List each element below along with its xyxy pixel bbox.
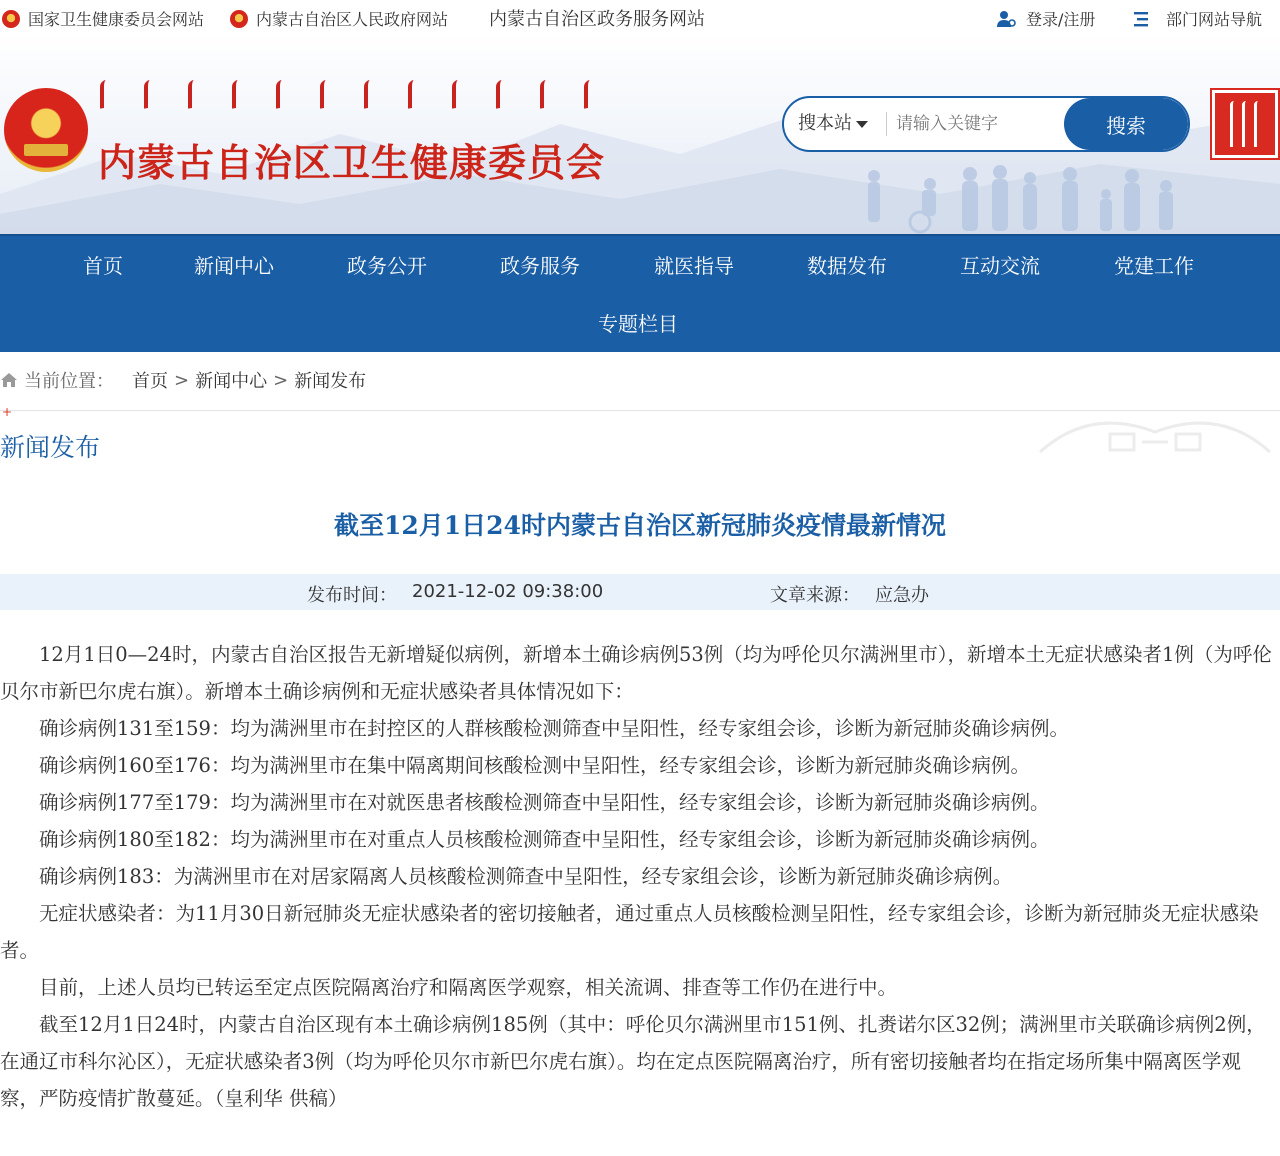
- breadcrumb-separator: >: [174, 369, 190, 391]
- search-divider: [886, 112, 887, 136]
- publish-time-label: 发布时间：: [307, 585, 397, 606]
- article-meta: [0, 574, 1280, 610]
- nav-item-data-release[interactable]: 数据发布: [807, 254, 887, 278]
- breadcrumb: [0, 362, 366, 398]
- national-emblem-logo: [4, 88, 88, 172]
- nav-item-gov-services[interactable]: 政务服务: [500, 254, 580, 278]
- paragraph: 无症状感染者：为11月30日新冠肺炎无症状感染者的密切接触者，通过重点人员核酸检测呈阳性，经专家组会诊，诊断为新冠肺炎无症状感染者。: [0, 902, 1259, 962]
- national-emblem-icon: [2, 10, 20, 28]
- nav-item-home[interactable]: 首页: [83, 254, 123, 278]
- paragraph: 确诊病例180至182：均为满洲里市在对重点人员核酸检测筛查中呈阳性，经专家组会诊，诊断为新冠肺炎确诊病例。: [39, 828, 1050, 851]
- nav-item-medical-guide[interactable]: 就医指导: [654, 254, 734, 278]
- paragraph: 12月1日0—24时，内蒙古自治区报告无新增疑似病例，新增本土确诊病例53例（均为呼伦贝尔满洲里市），新增本土无症状感染者1例（为呼伦贝尔市新巴尔虎右旗）。新增本土确诊病例和无症状感染者具体情况如下：: [0, 643, 1272, 703]
- main-nav: [0, 234, 1280, 352]
- nhc-link[interactable]: [2, 7, 204, 30]
- pattern-decoration: [1030, 412, 1280, 462]
- user-icon: [996, 10, 1016, 28]
- nav-item-news[interactable]: 新闻中心: [194, 254, 274, 278]
- nav-item-interaction[interactable]: 互动交流: [960, 254, 1040, 278]
- source-label: 文章来源：: [770, 585, 860, 606]
- dept-nav-label: 部门网站导航: [1166, 10, 1263, 29]
- paragraph: 截至12月1日24时，内蒙古自治区现有本土确诊病例185例（其中：呼伦贝尔满洲里市151例、扎赉诺尔区32例；满洲里市关联确诊病例2例，在通辽市科尔沁区），无症状感染者3例（均为呼伦贝尔市新巴尔虎右旗）。均在定点医院隔离治疗，所有密切接触者均在指定场所集中隔离医学观察，严防疫情扩散蔓延。（皇利华 供稿）: [0, 1013, 1266, 1110]
- gov-link-label: 内蒙古自治区人民政府网站: [256, 10, 449, 29]
- login-link[interactable]: [996, 7, 1095, 30]
- top-bar: [0, 0, 1280, 34]
- login-label: 登录/注册: [1026, 10, 1096, 29]
- service-link[interactable]: 内蒙古自治区政务服务网站: [489, 9, 705, 30]
- caret-down-icon: [856, 121, 868, 128]
- home-icon: [0, 372, 18, 388]
- search-bar: [782, 96, 1190, 152]
- breadcrumb-news-release[interactable]: 新闻发布: [294, 371, 367, 392]
- article-title: 截至12月1日24时内蒙古自治区新冠肺炎疫情最新情况: [334, 511, 946, 540]
- people-silhouette-decoration: [860, 164, 1220, 234]
- divider: [0, 410, 1280, 411]
- nav-item-gov-affairs[interactable]: 政务公开: [347, 254, 427, 278]
- paragraph: 确诊病例131至159：均为满洲里市在封控区的人群核酸检测筛查中呈阳性，经专家组会诊，诊断为新冠肺炎确诊病例。: [39, 717, 1069, 740]
- article-body: [0, 636, 1278, 1117]
- source-value: 应急办: [875, 585, 929, 606]
- plus-marker: +: [2, 405, 13, 419]
- search-scope-label: 搜本站: [798, 113, 852, 134]
- search-input[interactable]: [896, 98, 1066, 150]
- mongolian-script-logo: [100, 80, 594, 108]
- site-title: 内蒙古自治区卫生健康委员会: [98, 140, 606, 185]
- seal-logo: [1212, 90, 1278, 158]
- nav-item-party-building[interactable]: 党建工作: [1114, 254, 1194, 278]
- paragraph: 确诊病例183：为满洲里市在对居家隔离人员核酸检测筛查中呈阳性，经专家组会诊，诊断为新冠肺炎确诊病例。: [39, 865, 1013, 888]
- paragraph: 确诊病例160至176：均为满洲里市在集中隔离期间核酸检测中呈阳性，经专家组会诊，诊断为新冠肺炎确诊病例。: [39, 754, 1030, 777]
- dept-nav-link[interactable]: [1134, 7, 1262, 30]
- list-icon: [1134, 11, 1152, 27]
- nhc-link-label: 国家卫生健康委员会网站: [28, 10, 205, 29]
- paragraph: 确诊病例177至179：均为满洲里市在对就医患者核酸检测筛查中呈阳性，经专家组会诊，诊断为新冠肺炎确诊病例。: [39, 791, 1050, 814]
- breadcrumb-news[interactable]: 新闻中心: [195, 371, 268, 392]
- search-button[interactable]: 搜索: [1064, 98, 1188, 150]
- gov-link[interactable]: [230, 7, 448, 30]
- breadcrumb-home[interactable]: 首页: [132, 371, 168, 392]
- breadcrumb-label: 当前位置：: [24, 371, 114, 392]
- publish-time: 2021-12-02 09:38:00: [412, 581, 604, 602]
- nav-item-special-topics[interactable]: 专题栏目: [598, 312, 678, 336]
- header-banner: [0, 34, 1280, 234]
- paragraph: 目前，上述人员均已转运至定点医院隔离治疗和隔离医学观察，相关流调、排查等工作仍在进行中。: [39, 976, 898, 999]
- search-scope-select[interactable]: [798, 98, 868, 150]
- breadcrumb-separator: >: [273, 369, 289, 391]
- section-title: 新闻发布: [0, 433, 101, 462]
- national-emblem-icon: [230, 10, 248, 28]
